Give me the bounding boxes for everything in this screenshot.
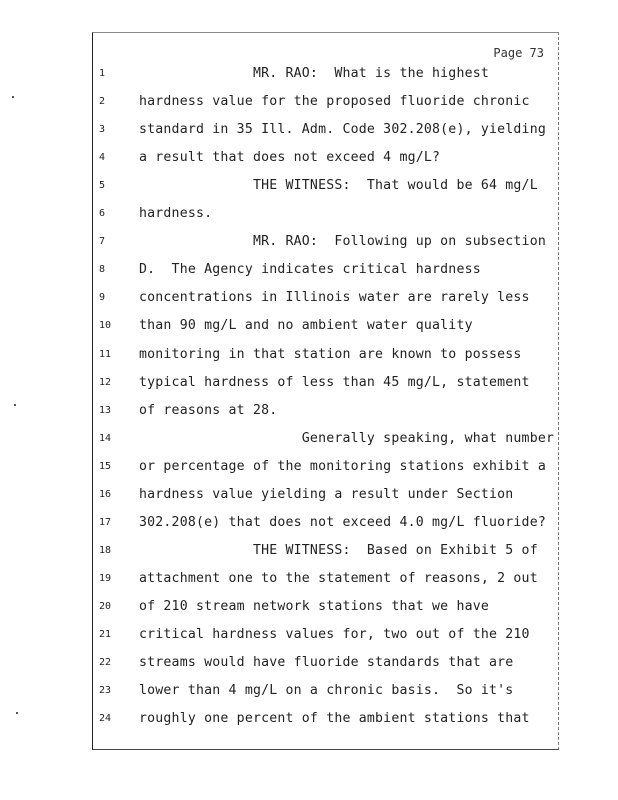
line-number: 15 (99, 460, 112, 472)
transcript-line: streams would have fluoride standards that are (139, 655, 514, 671)
line-number: 10 (99, 320, 112, 332)
transcript-line: hardness value for the proposed fluoride chronic (139, 94, 530, 110)
line-number: 23 (99, 685, 112, 697)
line-number: 14 (99, 432, 112, 444)
line-number: 8 (99, 264, 106, 276)
transcript-line: MR. RAO: Following up on subsection (139, 234, 546, 250)
transcript-line: critical hardness values for, two out of the 210 (139, 627, 530, 642)
transcript-line: roughly one percent of the ambient stations that (139, 711, 530, 727)
transcript-line: than 90 mg/L and no ambient water quality (139, 318, 473, 334)
page-number: Page 73 (493, 46, 544, 60)
transcript-line: THE WITNESS: That would be 64 mg/L (139, 178, 538, 194)
line-number: 9 (99, 292, 106, 304)
transcript-line: standard in 35 Ill. Adm. Code 302.208(e), yielding (139, 122, 546, 138)
transcript-line: attachment one to the statement of reasons, 2 out (139, 570, 538, 586)
scan-speck (12, 96, 14, 98)
line-number: 11 (99, 348, 112, 360)
transcript-line: concentrations in Illinois water are rarely less (139, 290, 530, 306)
line-number: 13 (99, 404, 112, 416)
line-number: 22 (99, 657, 112, 669)
line-number: 1 (99, 68, 106, 79)
line-number: 12 (99, 376, 112, 388)
transcript-line: MR. RAO: What is the highest (139, 66, 490, 81)
line-number: 16 (99, 488, 112, 500)
transcript-line: hardness value yielding a result under Section (139, 486, 514, 502)
line-number: 3 (99, 124, 106, 136)
line-number: 5 (99, 180, 106, 192)
transcript-line: monitoring in that station are known to possess (139, 346, 522, 362)
line-number: 18 (99, 544, 112, 556)
transcript-line: or percentage of the monitoring stations exhibit a (139, 458, 546, 474)
transcript-line: THE WITNESS: Based on Exhibit 5 of (139, 542, 538, 558)
scan-speck (16, 712, 18, 714)
transcript-line: of reasons at 28. (139, 402, 278, 418)
line-number: 17 (99, 516, 112, 528)
transcript-line: of 210 stream network stations that we have (139, 598, 490, 614)
transcript-line: 302.208(e) that does not exceed 4.0 mg/L fluoride? (139, 514, 546, 530)
line-number: 19 (99, 572, 112, 584)
transcript-page-frame (92, 32, 559, 750)
line-number: 2 (99, 96, 106, 108)
transcript-line: typical hardness of less than 45 mg/L, statement (139, 374, 530, 390)
transcript-line: Generally speaking, what number (139, 430, 555, 446)
line-number: 20 (99, 600, 112, 612)
transcript-line: D. The Agency indicates critical hardness (139, 262, 481, 278)
transcript-line: a result that does not exceed 4 mg/L? (139, 150, 441, 166)
transcript-line: hardness. (139, 206, 213, 222)
line-number: 21 (99, 629, 112, 640)
line-number: 4 (99, 152, 106, 164)
line-number: 24 (99, 713, 112, 725)
scan-speck (14, 404, 16, 406)
transcript-line: lower than 4 mg/L on a chronic basis. So it's (139, 683, 514, 699)
line-number: 6 (99, 208, 106, 220)
line-number: 7 (99, 236, 106, 248)
